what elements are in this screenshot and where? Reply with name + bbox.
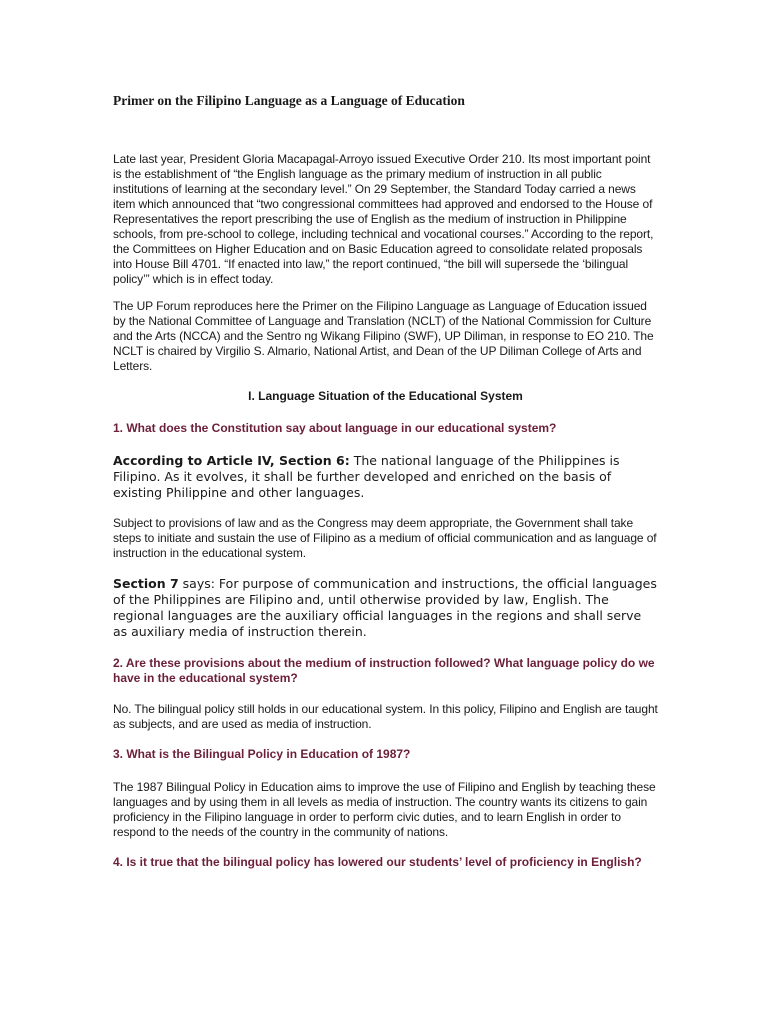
question-1: 1. What does the Constitution say about language in our educational system? <box>113 421 557 435</box>
article-iv-section-6 <box>113 453 658 501</box>
section-7-text: says: For purpose of communication and instructions, the official languages of the Philippines are Filipino and, until otherwise provided by law, English. The regional languages are the auxiliary official languages in the regions and shall serve as auxiliary media of instruction therein. <box>113 576 657 639</box>
answer-2: No. The bilingual policy still holds in our educational system. In this policy, Filipino and English are taught as subjects, and are used as media of instruction. <box>113 702 658 731</box>
article-iv-paragraph-2: Subject to provisions of law and as the Congress may deem appropriate, the Government shall take steps to initiate and sustain the use of Filipino as a medium of official communication and as language of instruction in the educational system. <box>113 516 657 560</box>
question-2: 2. Are these provisions about the medium of instruction followed? What language policy do we have in the educational system? <box>113 656 655 685</box>
article-iv-label: According to Article IV, Section 6: <box>113 453 350 468</box>
question-3: 3. What is the Bilingual Policy in Education of 1987? <box>113 747 411 761</box>
intro-paragraph-1: Late last year, President Gloria Macapagal-Arroyo issued Executive Order 210. Its most important point is the establishment of “the English language as the primary medium of instruction in all public institutions of learning at the secondary level.” On 29 September, the Standard Today carried a news item which announced that “two congressional committees had approved and endorsed to the House of Representatives the report prescribing the use of English as the medium of instruction in Philippine schools, from pre-school to college, including technical and vocational courses.” According to the report, the Committees on Higher Education and on Basic Education agreed to consolidate related proposals into House Bill 4701. “If enacted into law,” the report continued, “the bill will supersede the ‘bilingual policy’” which is in effect today. <box>113 152 654 286</box>
section-7-paragraph <box>113 576 658 640</box>
answer-3: The 1987 Bilingual Policy in Education aims to improve the use of Filipino and English by teaching these languages and by using them in all levels as media of instruction. The country wants its citizens to gain proficiency in the Filipino language in order to perform civic duties, and to learn English in order to respond to the needs of the country in the community of nations. <box>113 780 656 839</box>
article-iv-text: The national language of the Philippines is Filipino. As it evolves, it shall be further developed and enriched on the basis of existing Philippine and other languages. <box>113 453 620 500</box>
question-4: 4. Is it true that the bilingual policy has lowered our students’ level of proficiency in English? <box>113 855 642 869</box>
section-heading-language-situation: I. Language Situation of the Educational System <box>248 389 523 403</box>
section-7-label: Section 7 <box>113 576 179 591</box>
document-title: Primer on the Filipino Language as a Language of Education <box>113 93 465 108</box>
intro-paragraph-2: The UP Forum reproduces here the Primer on the Filipino Language as Language of Education issued by the National Committee of Language and Translation (NCLT) of the National Commission for Culture and the Arts (NCCA) and the Sentro ng Wikang Filipino (SWF), UP Diliman, in response to EO 210. The NCLT is chaired by Virgilio S. Almario, National Artist, and Dean of the UP Diliman College of Arts and Letters. <box>113 299 654 373</box>
